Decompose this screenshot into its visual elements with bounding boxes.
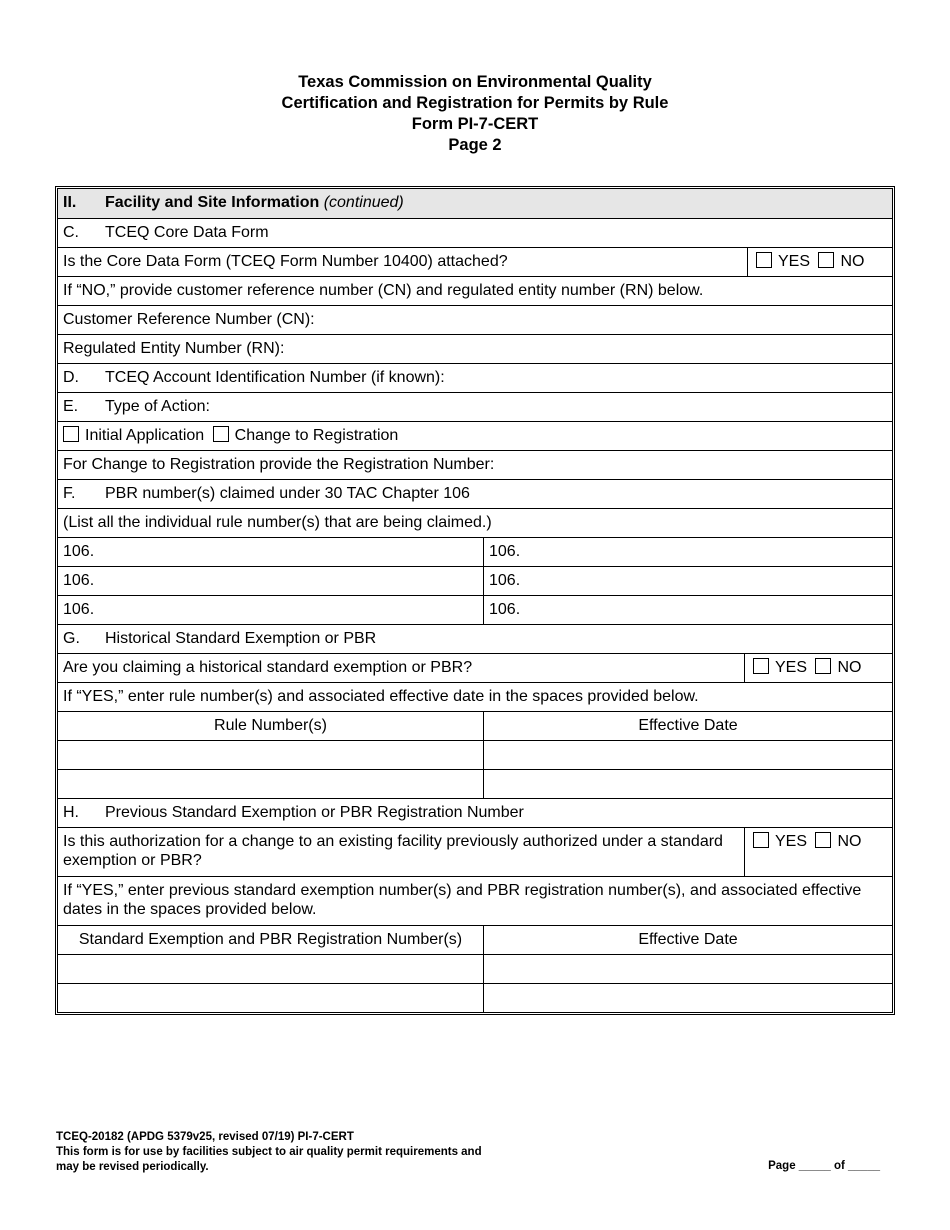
no-label: NO [837,659,862,676]
historical-question-row [58,653,892,682]
historical-question: Are you claiming a historical standard exemption or PBR? [63,659,473,676]
initial-application-checkbox[interactable] [63,426,79,442]
previous-table-header [58,925,892,954]
subsection-g-header [58,624,892,653]
effective-date-field[interactable] [483,770,892,798]
yes-checkbox[interactable] [753,832,769,848]
subsection-title: PBR number(s) claimed under 30 TAC Chapter 106 [105,485,470,502]
subsection-d-row[interactable] [58,363,892,392]
action-type-row [58,421,892,450]
previous-question-row [58,827,892,876]
historical-yes-no [744,654,892,682]
section-header [58,189,892,218]
subsection-letter: D. [63,369,79,386]
agency-title: Texas Commission on Environmental Quality [298,73,652,91]
yes-checkbox[interactable] [756,252,772,268]
core-data-question: Is the Core Data Form (TCEQ Form Number 10400) attached? [63,253,508,270]
yes-label: YES [778,253,811,270]
yes-label: YES [775,833,808,850]
form-title: Certification and Registration for Permits by Rule [281,94,669,112]
subsection-e-header [58,392,892,421]
change-registration-checkbox[interactable] [213,426,229,442]
pbr-instruction-row [58,508,892,537]
subsection-title: Type of Action: [105,398,210,415]
rule-number-header: Rule Number(s) [214,717,327,734]
previous-question: Is this authorization for a change to an existing facility previously authorized under a standard exemption or PBR? [63,833,723,869]
pbr-number-field[interactable]: 106. [63,572,95,589]
change-registration-label: Change to Registration [234,427,399,444]
rn-field-row[interactable] [58,334,892,363]
previous-table-row [58,954,892,983]
core-data-question-row [58,247,892,276]
cn-field-row[interactable] [58,305,892,334]
pbr-number-row [58,566,892,595]
historical-instruction: If “YES,” enter rule number(s) and associated effective date in the spaces provided below. [63,688,699,705]
historical-instruction-row [58,682,892,711]
subsection-title: Previous Standard Exemption or PBR Registration Number [105,804,524,821]
rn-field-label: Regulated Entity Number (RN): [63,340,285,357]
registration-number-row[interactable] [58,450,892,479]
pbr-number-row [58,537,892,566]
section-number: II. [63,194,77,211]
no-label: NO [837,833,862,850]
document-header [0,72,950,156]
no-checkbox[interactable] [815,832,831,848]
effective-date-header: Effective Date [483,926,892,954]
pbr-number-field[interactable]: 106. [483,596,892,624]
effective-date-field[interactable] [483,984,892,1012]
registration-number-field[interactable] [58,984,483,1012]
footer-note: This form is for use by facilities subject to air quality permit requirements and [56,1146,482,1158]
pbr-number-field[interactable]: 106. [483,538,892,566]
yes-checkbox[interactable] [753,658,769,674]
subsection-letter: G. [63,630,80,647]
cn-field-label: Customer Reference Number (CN): [63,311,315,328]
account-id-label: TCEQ Account Identification Number (if known): [105,369,445,386]
historical-table-header [58,711,892,740]
no-label: NO [840,253,865,270]
page-label: Page 2 [448,136,502,154]
subsection-f-header [58,479,892,508]
section-title: Facility and Site Information [105,194,320,211]
pbr-number-field[interactable]: 106. [63,601,95,618]
previous-table-row [58,983,892,1012]
footer-form-id: TCEQ-20182 (APDG 5379v25, revised 07/19) PI-7-CERT [56,1131,354,1143]
previous-instruction: If “YES,” enter previous standard exemption number(s) and PBR registration number(s), and associated effective dates in the spaces provided below. [63,882,862,918]
subsection-letter: C. [63,224,79,241]
effective-date-field[interactable] [483,955,892,983]
subsection-h-header [58,798,892,827]
footer-note-continued: may be revised periodically. [56,1161,209,1173]
historical-table-row [58,740,892,769]
page-of-field: Page _____ of _____ [768,1160,880,1172]
historical-table-row [58,769,892,798]
subsection-title: Historical Standard Exemption or PBR [105,630,377,647]
rule-number-field[interactable] [58,741,483,769]
no-checkbox[interactable] [815,658,831,674]
pbr-instruction: (List all the individual rule number(s) that are being claimed.) [63,514,492,531]
previous-yes-no [744,828,892,876]
cn-rn-instruction: If “NO,” provide customer reference number (CN) and regulated entity number (RN) below. [63,282,704,299]
form-number: Form PI-7-CERT [411,115,539,133]
previous-instruction-row [58,876,892,925]
no-checkbox[interactable] [818,252,834,268]
pbr-number-field[interactable]: 106. [63,543,95,560]
subsection-c-header [58,218,892,247]
registration-number-field[interactable] [58,955,483,983]
subsection-letter: H. [63,804,79,821]
form-footer [56,1130,482,1175]
pbr-number-field[interactable]: 106. [483,567,892,595]
registration-number-header: Standard Exemption and PBR Registration Number(s) [78,931,463,948]
effective-date-field[interactable] [483,741,892,769]
subsection-letter: E. [63,398,79,415]
effective-date-header: Effective Date [483,712,892,740]
initial-application-label: Initial Application [85,427,205,444]
core-data-yes-no [747,248,892,276]
subsection-title: TCEQ Core Data Form [105,224,269,241]
yes-label: YES [775,659,808,676]
cn-rn-instruction-row [58,276,892,305]
form-table [55,186,895,1015]
subsection-letter: F. [63,485,76,502]
section-continued: (continued) [323,194,404,211]
pbr-number-row [58,595,892,624]
registration-number-label: For Change to Registration provide the Registration Number: [63,456,495,473]
rule-number-field[interactable] [58,770,483,798]
